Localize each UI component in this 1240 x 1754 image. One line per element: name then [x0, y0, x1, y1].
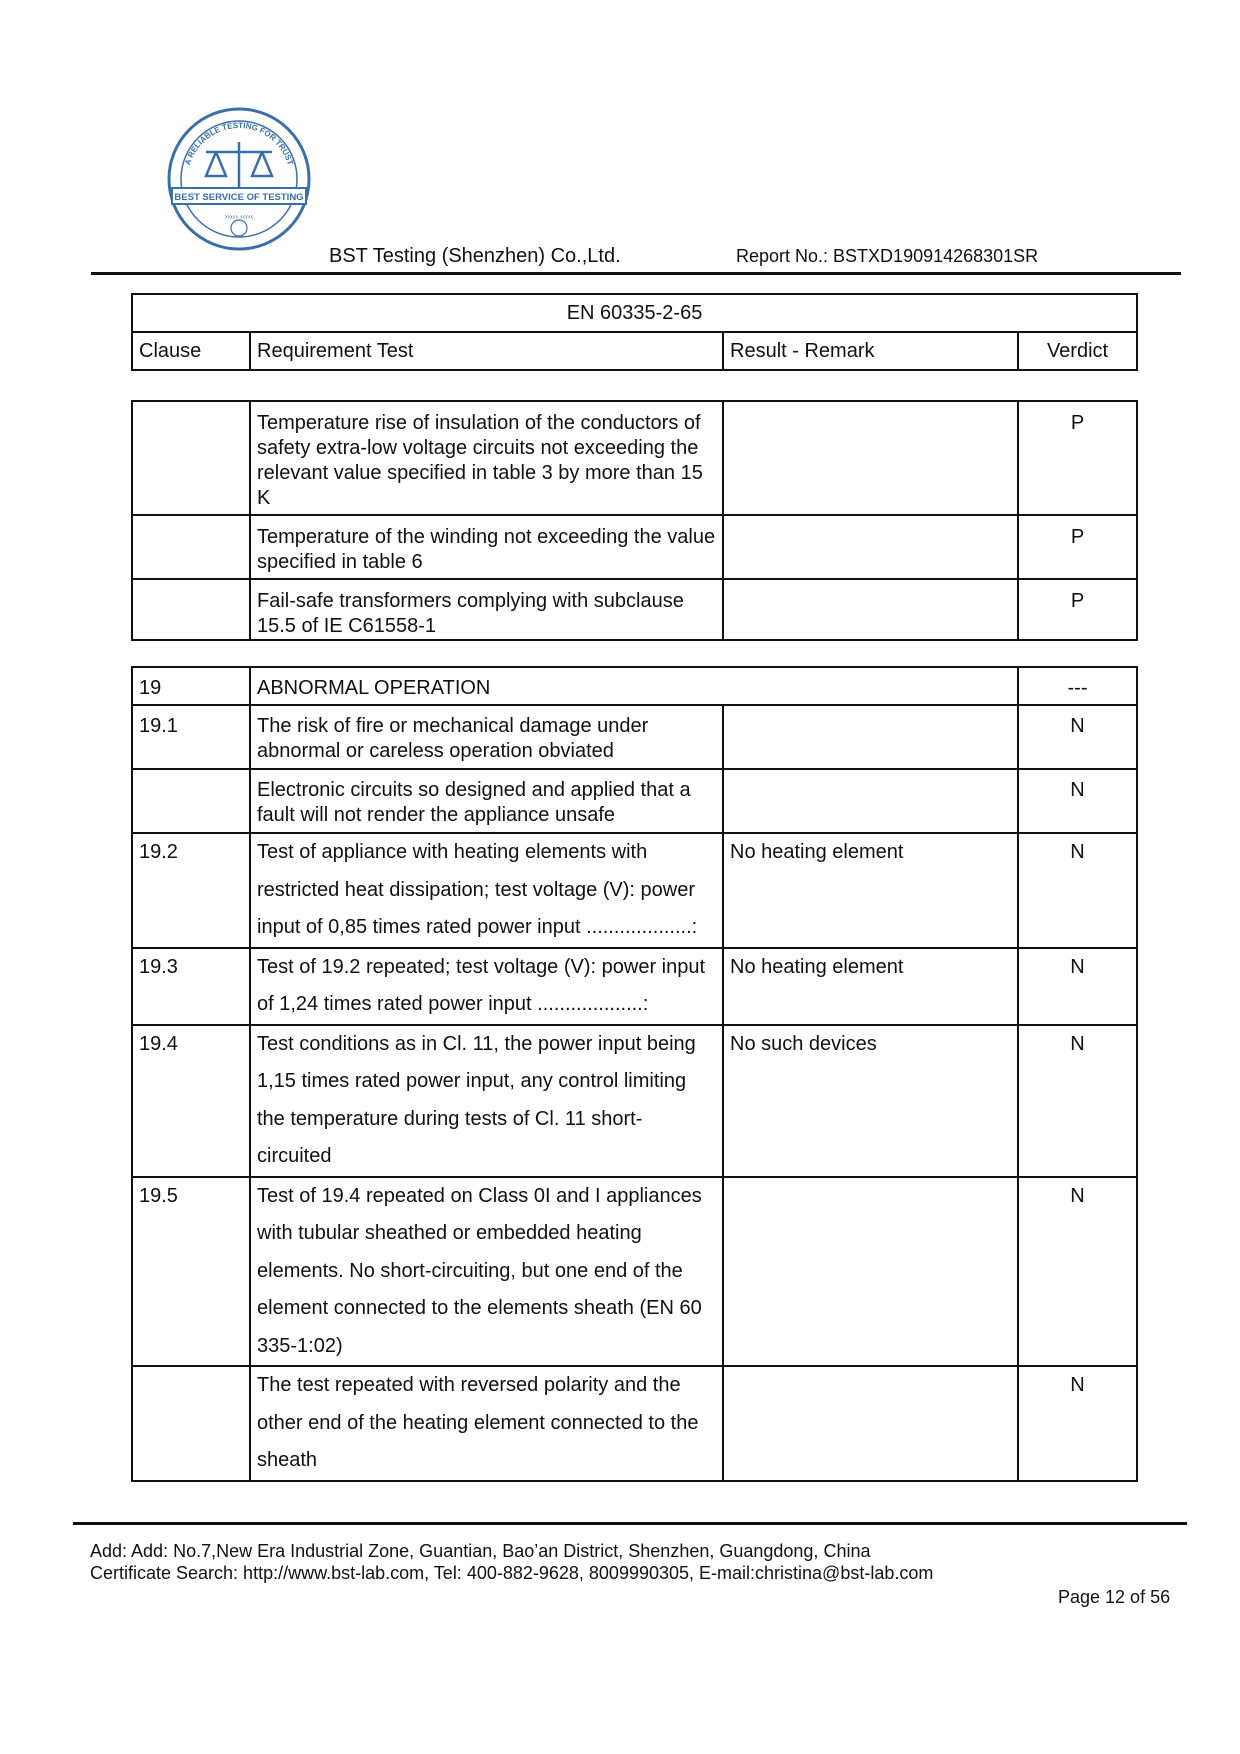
result-cell [723, 1366, 1018, 1481]
requirement-cell: The risk of fire or mechanical damage under abnormal or careless operation obviated [250, 705, 723, 769]
result-cell [723, 769, 1018, 833]
column-header-result: Result - Remark [723, 332, 1018, 370]
clause-cell: 19.1 [132, 705, 250, 769]
result-cell [723, 705, 1018, 769]
result-cell: No heating element [723, 833, 1018, 948]
clause-cell [132, 1366, 250, 1481]
section-row [132, 667, 1137, 705]
table-row [132, 833, 1137, 948]
logo-band-text: BEST SERVICE OF TESTING [174, 192, 304, 203]
verdict-cell: P [1018, 515, 1137, 579]
footer-address: Add: Add: No.7,New Era Industrial Zone, Guantian, Bao’an District, Shenzhen, Guangdong, China [90, 1541, 871, 1561]
requirement-cell: The test repeated with reversed polarity and the other end of the heating element connected to the sheath [250, 1366, 723, 1481]
header-divider [91, 272, 1181, 275]
column-header-requirement: Requirement Test [250, 332, 723, 370]
verdict-cell: P [1018, 401, 1137, 515]
clause-cell: 19.2 [132, 833, 250, 948]
table-row [132, 579, 1137, 640]
table-header [131, 293, 1138, 371]
result-cell [723, 401, 1018, 515]
column-header-verdict: Verdict [1018, 332, 1137, 370]
verdict-cell: P [1018, 579, 1137, 640]
table-row [132, 1177, 1137, 1367]
table-row [132, 1025, 1137, 1177]
verdict-cell: N [1018, 1177, 1137, 1367]
company-logo [166, 106, 312, 252]
verdict-cell: N [1018, 1366, 1137, 1481]
continued-table [131, 400, 1138, 641]
result-cell [723, 579, 1018, 640]
section-verdict: --- [1018, 667, 1137, 705]
verdict-cell: N [1018, 769, 1137, 833]
standard-title: EN 60335-2-65 [132, 294, 1137, 332]
abnormal-operation-table [131, 666, 1138, 1482]
clause-cell [132, 769, 250, 833]
result-cell: No such devices [723, 1025, 1018, 1177]
column-header-clause: Clause [132, 332, 250, 370]
section-clause: 19 [132, 667, 250, 705]
verdict-cell: N [1018, 1025, 1137, 1177]
verdict-cell: N [1018, 948, 1137, 1025]
requirement-cell: Temperature of the winding not exceeding the value specified in table 6 [250, 515, 723, 579]
result-cell [723, 515, 1018, 579]
table-row [132, 769, 1137, 833]
table-row [132, 515, 1137, 579]
clause-cell [132, 579, 250, 640]
requirement-cell: Test of 19.4 repeated on Class 0I and I appliances with tubular sheathed or embedded heating elements. No short-circuiting, but one end of the element connected to the elements sheath (EN 60 335-1:02) [250, 1177, 723, 1367]
result-cell: No heating element [723, 948, 1018, 1025]
requirement-cell: Test of appliance with heating elements with restricted heat dissipation; test voltage (V): power input of 0,85 times rated power input ...................: [250, 833, 723, 948]
requirement-cell: Electronic circuits so designed and applied that a fault will not render the appliance unsafe [250, 769, 723, 833]
clause-cell [132, 515, 250, 579]
result-cell [723, 1177, 1018, 1367]
verdict-cell: N [1018, 833, 1137, 948]
section-title: ABNORMAL OPERATION [250, 667, 1018, 705]
footer-certificate-search: Certificate Search: http://www.bst-lab.com, Tel: 400-882-9628, 8009990305, E-mail:christina@bst-lab.com [90, 1563, 934, 1583]
clause-cell: 19.4 [132, 1025, 250, 1177]
table-row [132, 1366, 1137, 1481]
requirement-cell: Temperature rise of insulation of the conductors of safety extra-low voltage circuits not exceeding the relevant value specified in table 3 by more than 15 K [250, 401, 723, 515]
footer-divider [73, 1522, 1187, 1525]
clause-cell: 19.5 [132, 1177, 250, 1367]
requirement-cell: Fail-safe transformers complying with subclause 15.5 of IE C61558-1 [250, 579, 723, 640]
report-number: Report No.: BSTXD190914268301SR [736, 246, 1039, 266]
company-name: BST Testing (Shenzhen) Co.,Ltd. [329, 245, 621, 267]
clause-cell [132, 401, 250, 515]
table-row [132, 948, 1137, 1025]
page-number: Page 12 of 56 [1058, 1587, 1171, 1607]
requirement-cell: Test of 19.2 repeated; test voltage (V): power input of 1,24 times rated power input ...................: [250, 948, 723, 1025]
verdict-cell: N [1018, 705, 1137, 769]
table-row [132, 705, 1137, 769]
table-row [132, 401, 1137, 515]
svg-text:››››› ‹‹‹‹‹: ››››› ‹‹‹‹‹ [224, 212, 254, 221]
logo-slogan: A RELIABLE TESTING FOR TRUST [183, 120, 295, 167]
clause-cell: 19.3 [132, 948, 250, 1025]
requirement-cell: Test conditions as in Cl. 11, the power input being 1,15 times rated power input, any control limiting the temperature during tests of Cl. 11 short-circuited [250, 1025, 723, 1177]
